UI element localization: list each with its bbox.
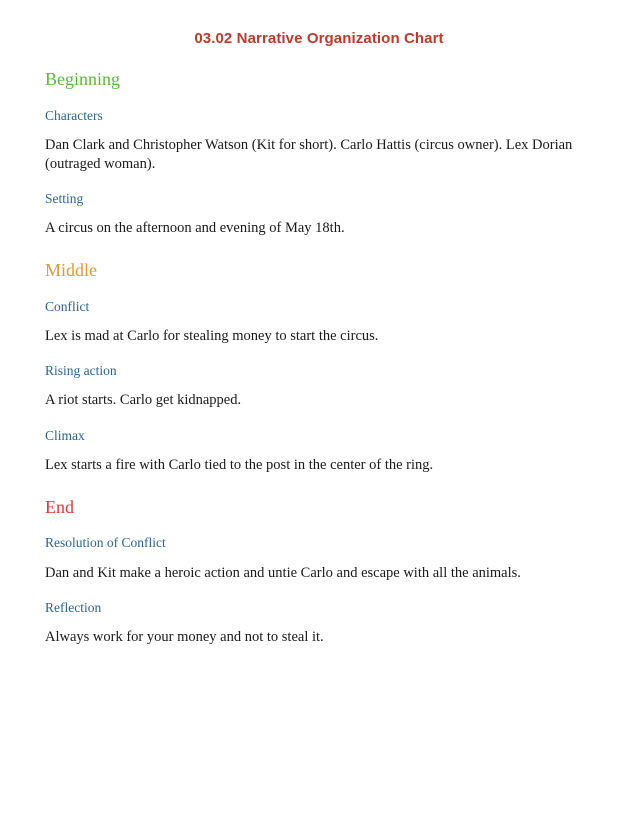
body-rising-action: A riot starts. Carlo get kidnapped. [45,392,242,409]
section-heading-middle: Middle [45,260,97,281]
subheading-climax: Climax [45,427,85,443]
section-beginning [45,69,593,238]
subheading-setting: Setting [45,191,84,207]
subheading-rising-action: Rising action [45,363,117,379]
body-reflection: Always work for your money and not to steal it. [45,628,324,645]
subheading-resolution-of-conflict: Resolution of Conflict [45,535,166,551]
body-characters: Dan Clark and Christopher Watson (Kit for short). Carlo Hattis (circus owner). Lex Dorian (outraged woman). [45,136,573,172]
body-climax: Lex starts a fire with Carlo tied to the post in the center of the ring. [45,456,434,473]
page-title: 03.02 Narrative Organization Chart [194,30,444,47]
subheading-conflict: Conflict [45,298,90,314]
subheading-characters: Characters [45,107,103,123]
section-middle [45,260,593,475]
body-setting: A circus on the afternoon and evening of May 18th. [45,220,345,237]
section-end [45,497,593,647]
section-heading-beginning: Beginning [45,69,120,89]
section-heading-end: End [45,496,74,517]
subheading-reflection: Reflection [45,599,102,615]
body-conflict: Lex is mad at Carlo for stealing money to start the circus. [45,328,379,345]
body-resolution-of-conflict: Dan and Kit make a heroic action and untie Carlo and escape with all the animals. [45,564,521,581]
